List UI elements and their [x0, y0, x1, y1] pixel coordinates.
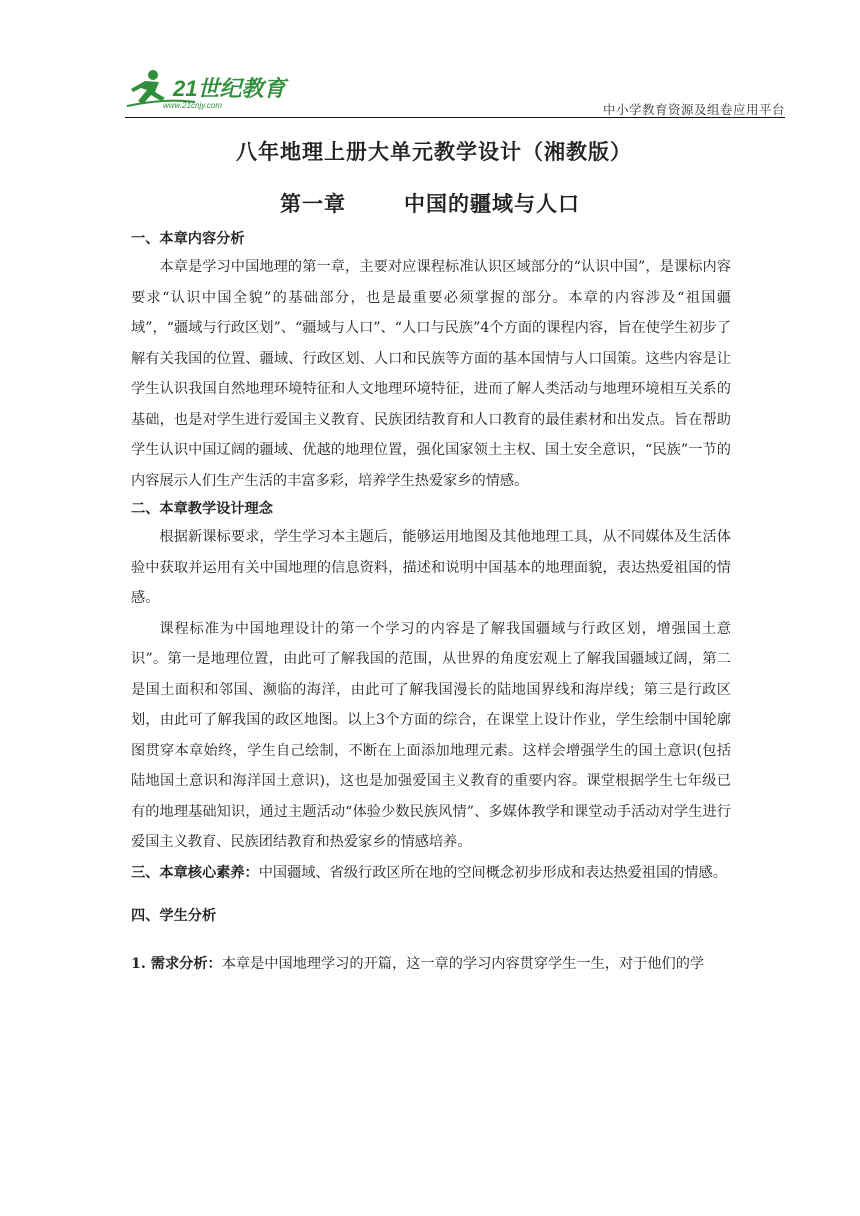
chapter-heading — [0, 188, 860, 218]
platform-name: 中小学教育资源及组卷应用平台 — [602, 102, 785, 117]
section-3-text: 中国疆域、省级行政区所在地的空间概念初步形成和表达热爱祖国的情感。 — [258, 864, 727, 881]
section-3 — [131, 862, 731, 885]
need-analysis-label: 1. 需求分析： — [131, 955, 222, 972]
need-analysis-text: 本章是中国地理学习的开篇，这一章的学习内容贯穿学生一生，对于他们的学 — [221, 955, 705, 972]
logo — [125, 68, 295, 112]
header-divider — [125, 117, 785, 118]
page-header — [125, 64, 785, 118]
section-heading-3: 三、本章核心素养： — [131, 864, 259, 881]
chapter-number: 第一章 — [280, 191, 346, 216]
section-2-paragraph-1: 根据新课标要求，学生学习本主题后，能够运用地图及其他地理工具，从不同媒体及生活体验中获取并运用有关中国地理的信息资料，描述和说明中国基本的地理面貌，表达热爱祖国的情感。 — [131, 529, 731, 606]
section-heading-2: 二、本章教学设计理念 — [131, 501, 273, 517]
document-body — [131, 226, 731, 979]
section-1-paragraph: 本章是学习中国地理的第一章，主要对应课程标准认识区域部分的“认识中国”，是课标内容要求“认识中国全貌”的基础部分，也是最重要必须掌握的部分。本章的内容涉及“祖国疆域”，“疆域与行政区划”、“疆域与人口”、“人口与民族”4个方面的课程内容，旨在使学生初步了解有关我国的位置、疆域、行政区划、人口和民族等方面的基本国情与人口国策。这些内容是让学生认识我国自然地理环境特征和人文地理环境特征，进而了解人类活动与地理环境相互关系的基础，也是对学生进行爱国主义教育、民族团结教育和人口教育的最佳素材和出发点。旨在帮助学生认识中国辽阔的疆域、优越的地理位置，强化国家领土主权、国土安全意识，“民族”一节的内容展示人们生产生活的丰富多彩，培养学生热爱家乡的情感。 — [131, 259, 731, 489]
section-heading-4: 四、学生分析 — [131, 907, 217, 924]
need-analysis — [131, 949, 731, 980]
document-title: 八年地理上册大单元教学设计（湘教版） — [236, 139, 632, 164]
logo-url: www.21cnjy.com — [163, 101, 222, 110]
section-heading-1: 一、本章内容分析 — [131, 231, 245, 247]
logo-runner-icon — [125, 68, 295, 112]
logo-text: 21世纪教育 — [173, 76, 286, 101]
section-2-paragraph-2: 课程标准为中国地理设计的第一个学习的内容是了解我国疆域与行政区划，增强国土意识”。第一是地理位置，由此可了解我国的范围，从世界的角度宏观上了解我国疆域辽阔，第二是国土面积和邻国、濒临的海洋，由此可了解我国漫长的陆地国界线和海岸线；第三是行政区划，由此可了解我国的政区地图。以上3个方面的综合，在课堂上设计作业，学生绘制中国轮廓图贯穿本章始终，学生自己绘制，不断在上面添加地理元素。这样会增强学生的国土意识(包括陆地国土意识和海洋国土意识)，这也是加强爱国主义教育的重要内容。课堂根据学生七年级已有的地理基础知识，通过主题活动“体验少数民族风情”、多媒体教学和课堂动手活动对学生进行爱国主义教育、民族团结教育和热爱家乡的情感培养。 — [131, 620, 731, 850]
chapter-name: 中国的疆域与人口 — [404, 191, 580, 216]
